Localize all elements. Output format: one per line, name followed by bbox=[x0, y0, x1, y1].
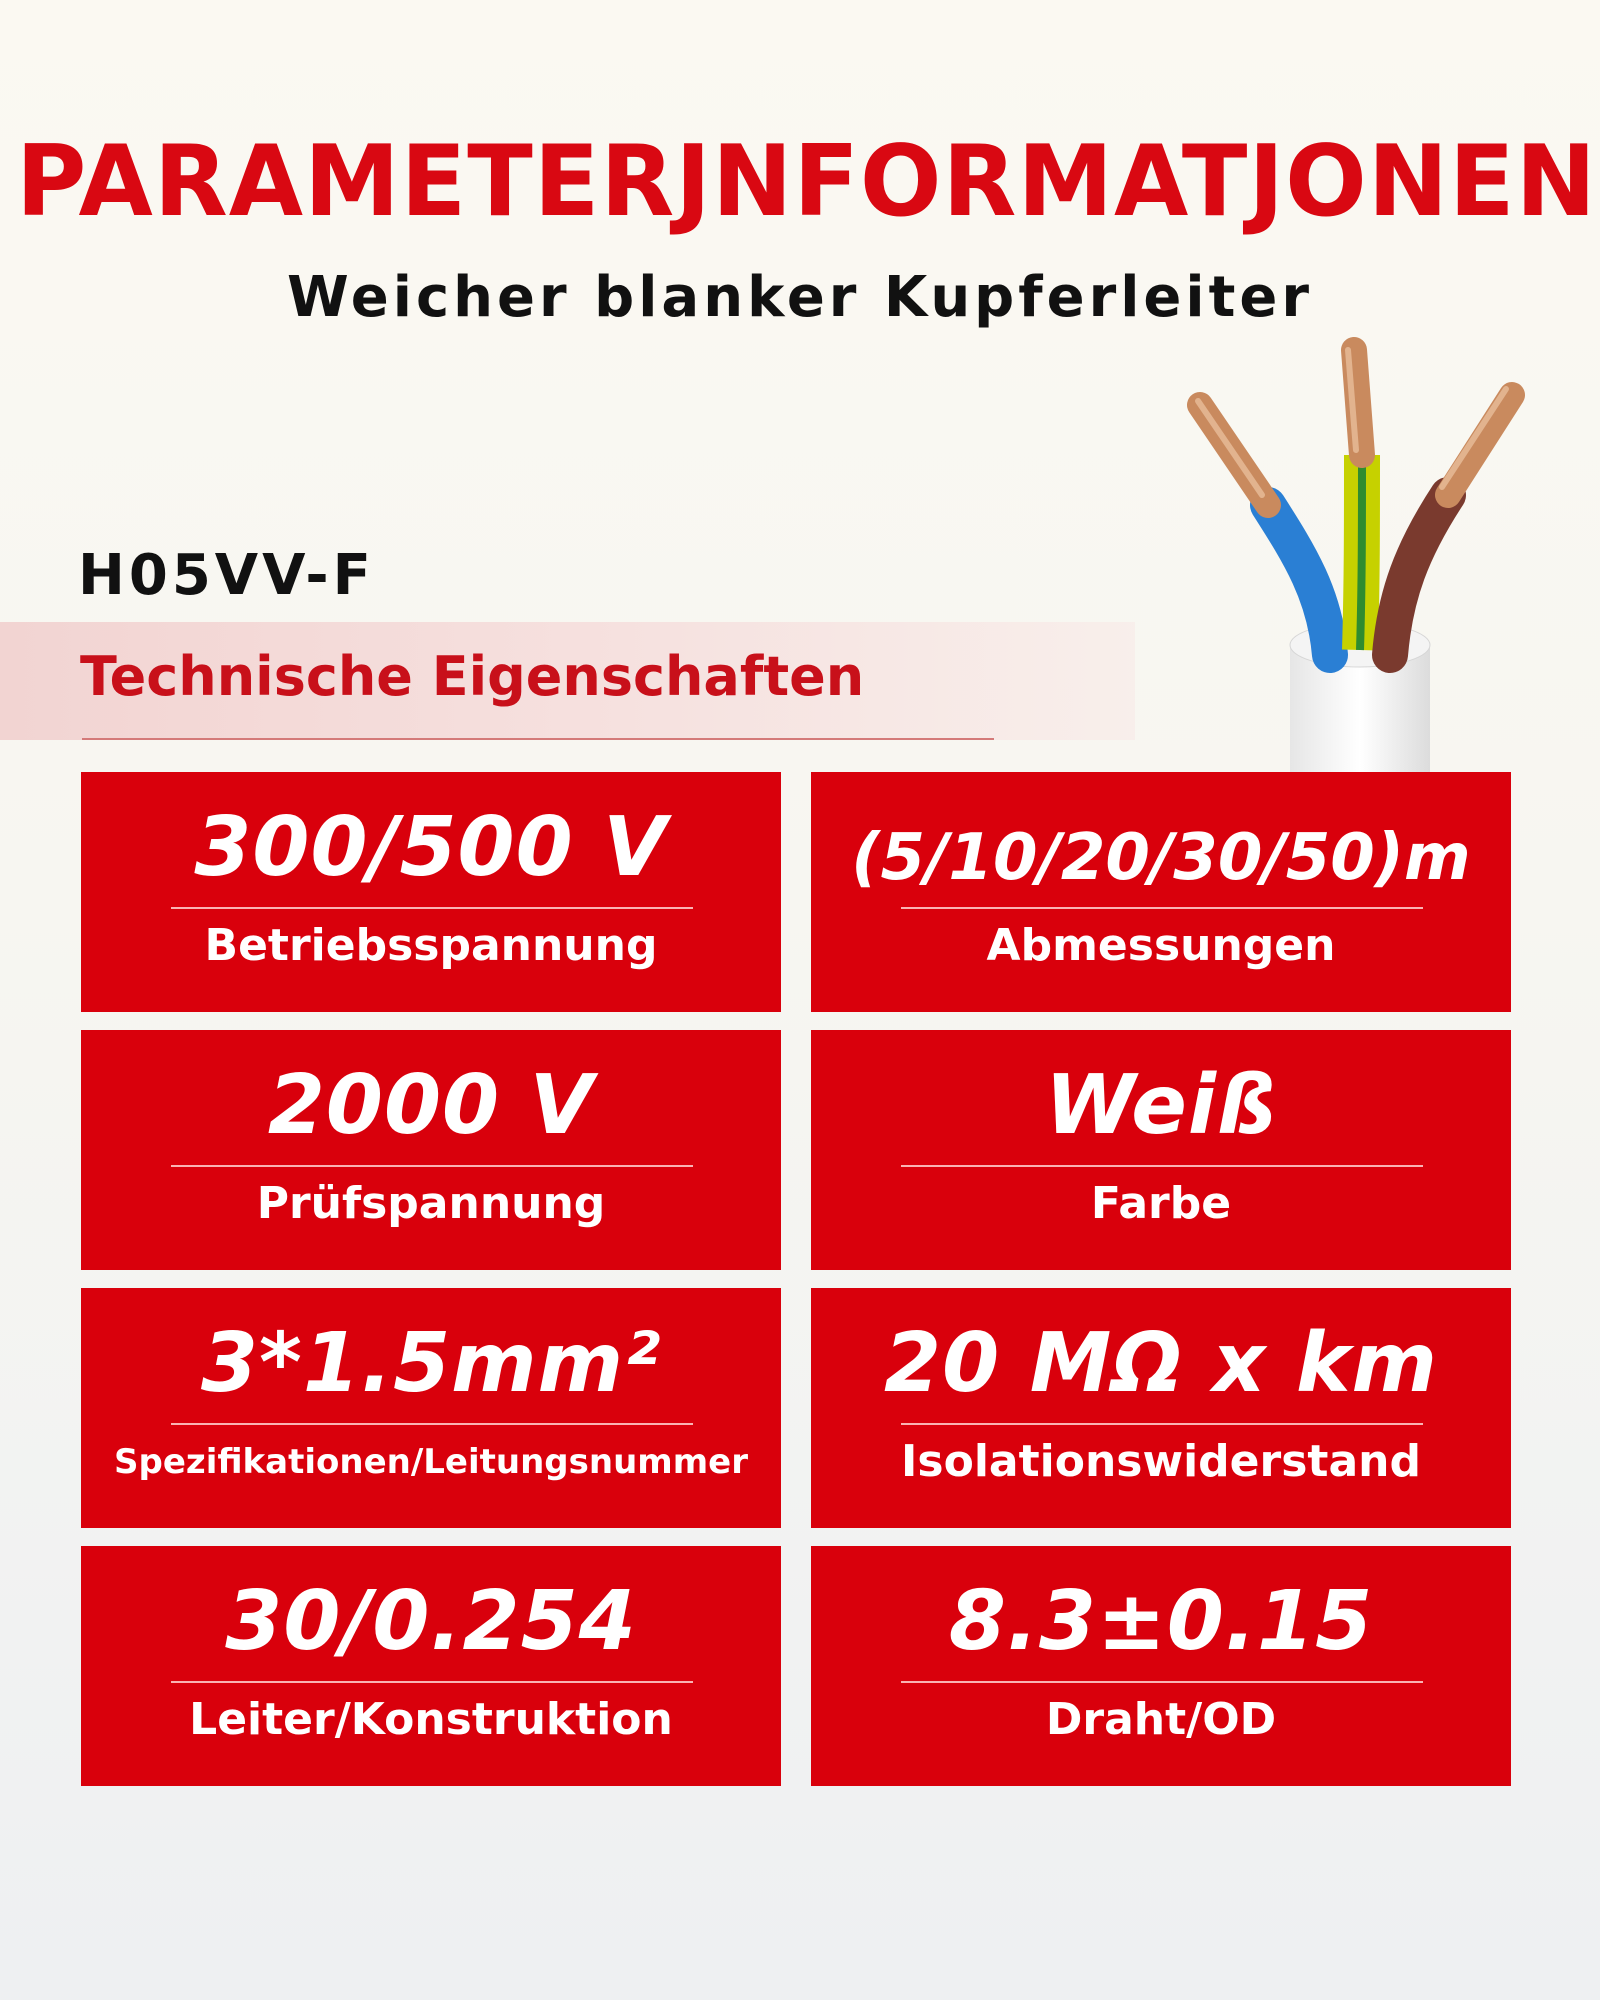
spec-card-insulation-resistance bbox=[811, 1288, 1511, 1528]
page-title: PARAMETERJNFORMATJONEN bbox=[16, 125, 1598, 239]
spec-card-color bbox=[811, 1030, 1511, 1270]
spec-value: 30/0.254 bbox=[225, 1574, 637, 1669]
model-name: H05VV-F bbox=[78, 543, 375, 608]
spec-card-specification bbox=[81, 1288, 781, 1528]
spec-value: (5/10/20/30/50)m bbox=[851, 821, 1471, 895]
page-subtitle: Weicher blanker Kupferleiter bbox=[287, 265, 1313, 330]
spec-card-wire-od bbox=[811, 1546, 1511, 1786]
spec-divider bbox=[901, 907, 1423, 909]
spec-label: Farbe bbox=[1090, 1178, 1232, 1229]
spec-label: Isolationswiderstand bbox=[901, 1436, 1421, 1487]
spec-divider bbox=[901, 1165, 1423, 1167]
spec-card-dimensions bbox=[811, 772, 1511, 1012]
spec-card-test-voltage bbox=[81, 1030, 781, 1270]
spec-value: 20 MΩ x km bbox=[884, 1316, 1438, 1411]
three-core-cable-icon bbox=[1150, 325, 1540, 775]
spec-card-operating-voltage bbox=[81, 772, 781, 1012]
spec-divider bbox=[171, 907, 693, 909]
spec-value: 300/500 V bbox=[194, 800, 668, 895]
spec-label: Abmessungen bbox=[986, 920, 1336, 971]
spec-label: Spezifikationen/Leitungsnummer bbox=[114, 1442, 748, 1482]
spec-value: Weiß bbox=[1045, 1058, 1277, 1153]
spec-label: Draht/OD bbox=[1045, 1694, 1277, 1745]
spec-divider bbox=[901, 1681, 1423, 1683]
spec-value: 3*1.5mm² bbox=[200, 1316, 661, 1411]
spec-value: 2000 V bbox=[267, 1058, 595, 1153]
spec-divider bbox=[171, 1423, 693, 1425]
spec-label: Prüfspannung bbox=[256, 1178, 606, 1229]
spec-grid bbox=[81, 772, 1511, 1786]
section-divider bbox=[82, 738, 994, 740]
spec-divider bbox=[171, 1165, 693, 1167]
spec-label: Betriebsspannung bbox=[204, 920, 658, 971]
spec-value: 8.3±0.15 bbox=[948, 1574, 1374, 1669]
section-title: Technische Eigenschaften bbox=[80, 645, 865, 708]
spec-divider bbox=[901, 1423, 1423, 1425]
spec-label: Leiter/Konstruktion bbox=[189, 1694, 673, 1745]
spec-divider bbox=[171, 1681, 693, 1683]
spec-card-conductor-construction bbox=[81, 1546, 781, 1786]
